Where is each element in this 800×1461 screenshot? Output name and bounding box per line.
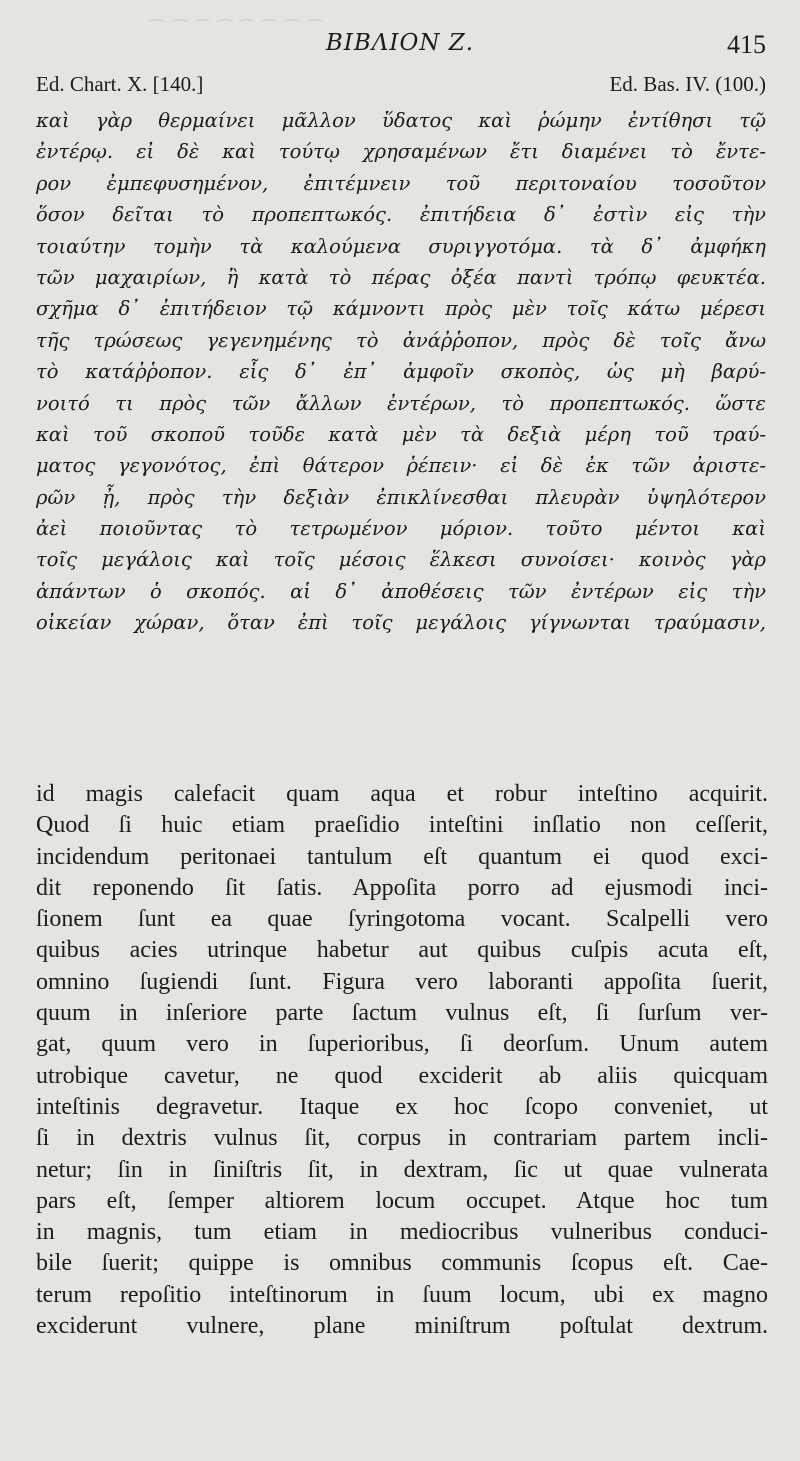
greek-line: ἀεὶ ποιοῦντας τὸ τετρωμένον μόριον. τοῦτο μέντοι καὶ xyxy=(36,517,766,541)
greek-line: σχῆμα δ᾽ ἐπιτήδειον τῷ κάμνοντι πρὸς μὲν τοῖς κάτω μέρεσι xyxy=(36,297,766,321)
greek-line: καὶ τοῦ σκοποῦ τοῦδε κατὰ μὲν τὰ δεξιὰ μέρη τοῦ τραύ- xyxy=(36,422,766,446)
latin-line: netur; ſin in ſiniſtris ſit, in dextram, ſic ut quae vulnerata xyxy=(36,1156,768,1183)
latin-line: ſionem ſunt ea quae ſyringotoma vocant. Scalpelli vero xyxy=(36,906,768,933)
latin-line: omnino ſugiendi ſunt. Figura vero laboranti appoſita ſuerit, xyxy=(36,968,768,995)
latin-line: dit reponendo ſit ſatis. Appoſita porro ad ejusmodi inci- xyxy=(36,874,768,901)
latin-line: ſi in dextris vulnus ſit, corpus in contrariam partem incli- xyxy=(36,1125,768,1152)
running-head xyxy=(0,30,800,64)
greek-text-block xyxy=(36,105,766,639)
edition-references xyxy=(36,72,766,102)
page-number: 415 xyxy=(727,30,766,59)
latin-line: id magis calefacit quam aqua et robur inteſtino acquirit. xyxy=(36,781,768,807)
latin-line: bile ſuerit; quippe is omnibus communis ſcopus eſt. Cae- xyxy=(36,1250,768,1277)
greek-line: τοιαύτην τομὴν τὰ καλούμενα συριγγοτόμα. τὰ δ᾽ ἀμφήκη xyxy=(36,234,766,258)
edition-chartier: Ed. Chart. X. [140.] xyxy=(36,72,204,96)
running-title: BIBΛΙΟΝ Ζ. xyxy=(325,30,475,56)
latin-line: incidendum peritonaei tantulum eſt quantum ei quod exci- xyxy=(36,843,768,870)
latin-line: quibus acies utrinque habetur aut quibus cuſpis acuta eſt, xyxy=(36,937,768,964)
greek-line: τὸ κατάῤῥοπον. εἷς δ᾽ ἐπ᾽ ἀμφοῖν σκοπὸς, ὡς μὴ βαρύ- xyxy=(36,360,766,384)
latin-line: utrobique cavetur, ne quod exciderit ab aliis quicquam xyxy=(36,1062,768,1089)
greek-line: νοιτό τι πρὸς τῶν ἄλλων ἐντέρων, τὸ προπεπτωκός. ὥστε xyxy=(36,391,766,415)
latin-line: Quod ſi huic etiam praeſidio inteſtini inſlatio non ceſſerit, xyxy=(36,812,768,839)
greek-line: καὶ γὰρ θερμαίνει μᾶλλον ὕδατος καὶ ῥώμην ἐντίθησι τῷ xyxy=(36,109,766,132)
greek-line: τῶν μαχαιρίων, ἢ κατὰ τὸ πέρας ὀξέα παντὶ τρόπῳ φευκτέα. xyxy=(36,265,766,289)
greek-line: ρον ἐμπεφυσημένον, ἐπιτέμνειν τοῦ περιτοναίου τοσοῦτον xyxy=(36,171,766,195)
show-through-text: ⁀⁀⁀⁀⁀⁀⁀⁀ xyxy=(150,20,330,41)
edition-basel: Ed. Bas. IV. (100.) xyxy=(609,72,766,96)
greek-line: τῆς τρώσεως γεγενημένης τὸ ἀνάῤῥοπον, πρὸς δὲ τοῖς ἄνω xyxy=(36,328,766,352)
greek-line: οἰκείαν χώραν, ὅταν ἐπὶ τοῖς μεγάλοις γίγνωνται τραύμασιν, xyxy=(36,611,766,635)
greek-line: ἐντέρῳ. εἰ δὲ καὶ τούτῳ χρησαμένων ἔτι διαμένει τὸ ἔντε- xyxy=(36,140,766,164)
greek-line: ρῶν ᾖ, πρὸς τὴν δεξιὰν ἐπικλίνεσθαι πλευρὰν ὑψηλότερον xyxy=(36,485,766,509)
latin-line: terum repoſitio inteſtinorum in ſuum locum, ubi ex magno xyxy=(36,1281,768,1308)
latin-text-block xyxy=(36,779,768,1342)
latin-line: pars eſt, ſemper altiorem locum occupet. Atque hoc tum xyxy=(36,1187,768,1214)
latin-line: exciderunt vulnere, plane miniſtrum poſtulat dextrum. xyxy=(36,1313,768,1340)
latin-line: inteſtinis degravetur. Itaque ex hoc ſcopo conveniet, ut xyxy=(36,1093,768,1120)
latin-line: gat, quum vero in ſuperioribus, ſi deorſum. Unum autem xyxy=(36,1031,768,1058)
latin-line: in magnis, tum etiam in mediocribus vulneribus conduci- xyxy=(36,1219,768,1246)
greek-line: τοῖς μεγάλοις καὶ τοῖς μέσοις ἕλκεσι συνοίσει· κοινὸς γὰρ xyxy=(36,548,766,572)
latin-line: quum in inſeriore parte ſactum vulnus eſt, ſi ſurſum ver- xyxy=(36,1000,768,1027)
greek-line: ὅσον δεῖται τὸ προπεπτωκός. ἐπιτήδεια δ᾽ ἐστὶν εἰς τὴν xyxy=(36,203,766,227)
greek-line: ἁπάντων ὁ σκοπός. αἱ δ᾽ ἀποθέσεις τῶν ἐντέρων εἰς τὴν xyxy=(36,579,766,603)
greek-line: ματος γεγονότος, ἐπὶ θάτερον ῥέπειν· εἰ δὲ ἐκ τῶν ἀριστε- xyxy=(36,454,766,478)
